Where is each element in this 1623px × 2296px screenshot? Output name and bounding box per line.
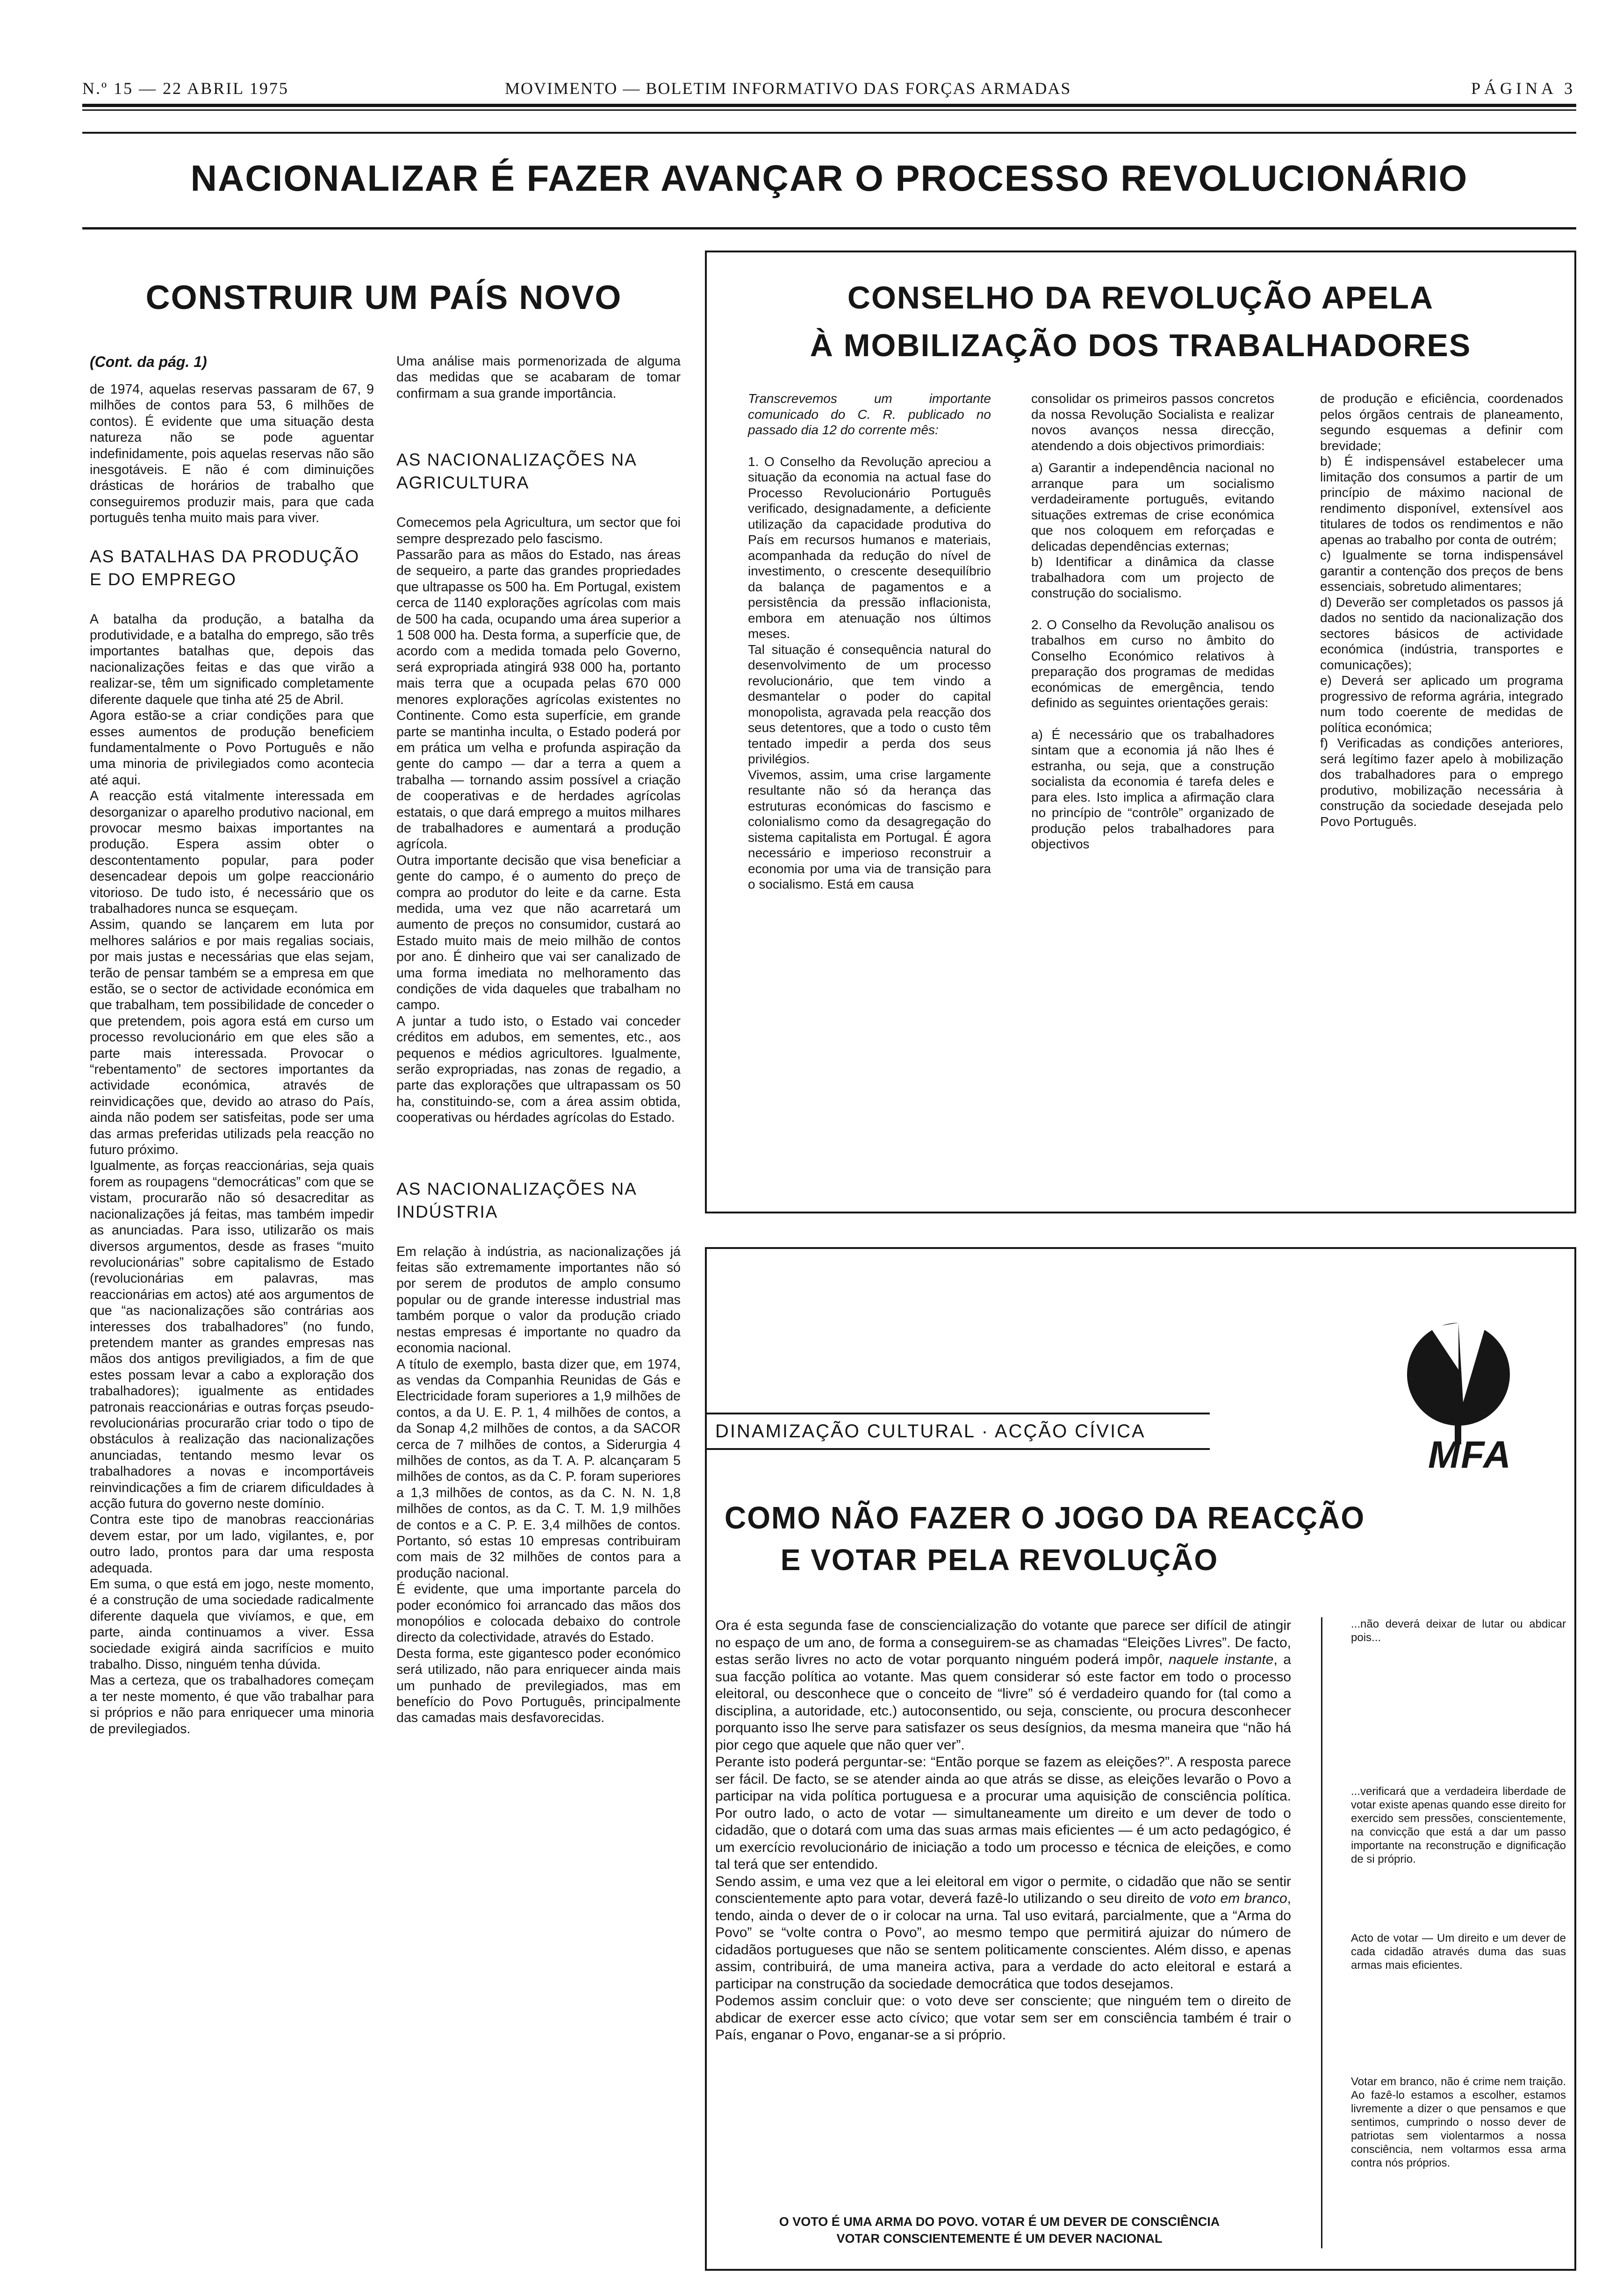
article1-column2 [396, 353, 681, 1726]
paragraph: Comecemos pela Agricultura, um sector que foi sempre desprezado pelo fascismo. [396, 515, 681, 546]
paragraph: Podemos assim concluir que: o voto deve ser consciente; que ninguém tem o direito de abdicar de exercer esse acto cívico; que votar sem ser em consciência também é trair o País, enganar o Povo, enganar-se a si próprio. [715, 1993, 1291, 2043]
paragraph: Em suma, o que está em jogo, neste momento, é a construção de uma sociedade radicalmente diferente daquela que vivíamos, e que, em parte, ainda continuamos a viver. Essa sociedade exigirá ainda sacrifícios e muito trabalho. Disso, ninguém tenha dúvida. [90, 1577, 374, 1672]
subheading: AS NACIONALIZAÇÕES NA INDÚSTRIA [396, 1179, 636, 1221]
paragraph: 1. O Conselho da Revolução apreciou a situação da economia na actual fase do Processo Revolucionário Português verificado, designadamente, a deficiente utilização da capacidade produtiva do País em recursos humanos e materiais, acompanhada da redução do nível de investimento, o crescente desequilíbrio da balança de pagamentos e a persistência da pressão inflacionista, embora em atenuação nos últimos meses. [748, 454, 991, 641]
paragraph: É evidente, que uma importante parcela do poder económico foi arrancado das mãos dos monopólios e colocada debaixo do controle directo da colectividade, através do Estado. [396, 1582, 681, 1645]
paragraph: Mas a certeza, que os trabalhadores começam a ter neste momento, é que vão trabalhar para si próprios e não para enriquecer uma minoria de previlegiados. [90, 1673, 374, 1736]
paragraph: Tal situação é consequência natural do desenvolvimento de um processo revolucionário, que tem vindo a desmantelar o poder do capital monopolista, agravada pela reacção dos seus detentores, que a todo o custo têm tentado impedir a perda dos seus privilégios. [748, 642, 991, 766]
paragraph: Perante isto poderá perguntar-se: “Então porque se fazem as eleições?”. A resposta parece ser fácil. De facto, se se atender ainda ao que atrás se disse, as eleições levarão o Povo a participar na vida política portuguesa e a procurar uma aquisição de consciência política. Por outro lado, o acto de votar — simultaneamente um direito e um dever de todo o cidadão, que o dotará com uma das suas armas mais eficientes — é um acto pedagógico, é um exercício revolucionário de iniciação a todo um processo e técnica de eleições, e como tal terá que ser entendido. [715, 1754, 1291, 1872]
mfa-logo-text: MFA [1428, 1434, 1512, 1476]
paragraph: 2. O Conselho da Revolução analisou os trabalhos em curso no âmbito do Conselho Económico relativos à preparação dos programas de medidas económicas de emergência, tendo definido as seguintes orientações gerais: [1031, 617, 1274, 710]
paragraph: Agora estão-se a criar condições para que esses aumentos de produção beneficiem fundamentalmente o Povo Português e não uma minoria de privilegiados como acontecia até aqui. [90, 708, 374, 788]
article3-main-column [715, 1617, 1291, 2044]
paragraph: de produção e eficiência, coordenados pelos órgãos centrais de planeamento, segundo esquemas a definir com brevidade; [1320, 391, 1563, 453]
paragraph: Igualmente, as forças reaccionárias, seja quais forem as roupagens “democráticas” com que se vistam, procurarão não só desacreditar as nacionalizações já feitas, mas também impedir as anunciadas. Para isso, utilizarão os mais diversos argumentos, desde as frases “muito revolucionárias” sobre capitalismo de Estado (revolucionárias em palavras, mas reaccionárias em actos) até aos argumentos de que “as nacionalizações são contrárias aos interesses dos trabalhadores” (no fundo, pretendem manter as grandes empresas nas mãos dos antigos previligiados, a fim de que estes possam levar a cabo a exploração dos trabalhadores); igualmente as entidades patronais reaccionárias e outras forças pseudo-revolucionárias procurarão criar todo o tipo de obstáculos à realização das nacionalizações anunciadas, tentando mesmo levar os trabalhadores a novas e incomportáveis reinvindicações a fim de criarem dificuldades à acção futura do governo neste domínio. [90, 1158, 374, 1511]
sidebar-note: ...verificará que a verdadeira liberdade de votar existe apenas quando esse direito for exercido sem pressões, conscientemente, na convicção que está a dar um passo importante na reconstrução e dignificação de si próprio. [1351, 1785, 1566, 1866]
list-item: a) Garantir a independência nacional no arranque para um socialismo verdadeiramente português, evitando situações extremas de crise económica que nos coloquem em reforçadas e delicadas dependências externas; [1031, 460, 1274, 553]
emphasis: voto em branco [1189, 1891, 1287, 1906]
paragraph: Passarão para as mãos do Estado, nas áreas de sequeiro, a parte das grandes propriedades que ultrapasse os 500 ha. Em Portugal, existem cerca de 1140 explorações agrícolas com mais de 500 ha cada, ocupando uma área superior a 1 508 000 ha. Desta forma, a superfície que, de acordo com a medida tomada pelo Governo, será expropriada atingirá 938 000 ha, portanto mais terra que a ocupada pelas 670 000 menores explorações agrícolas existentes no Continente. Como esta superfície, em grande parte se mantinha inculta, o Estado poderá por em prática um velha e profunda aspiração da gente do campo — dar a terra a quem a trabalha — tornando assim possível a criação de cooperativas e de herdades agrícolas estatais, o que dará emprego a muitos milhares de trabalhadores e aumentará a produção agrícola. [396, 547, 681, 852]
sidebar-divider [1321, 1617, 1322, 2248]
banner-rule-top [82, 132, 1576, 134]
subheading: AS BATALHAS DA PRODUÇÃO E DO EMPREGO [90, 546, 360, 589]
article1-continuation: (Cont. da pág. 1) [90, 353, 207, 370]
sidebar-note: Acto de votar — Um direito e um dever de cada cidadão através duma das suas armas mais eficientes. [1351, 1932, 1566, 1972]
emphasis: naquele instante [1169, 1652, 1274, 1667]
section-rule-bottom [705, 1448, 1210, 1450]
paragraph: consolidar os primeiros passos concretos da nossa Revolução Socialista e realizar novos avanços nessa direcção, atendendo a dois objectivos primordiais: [1031, 391, 1274, 453]
list-item: b) Identificar a dinâmica da classe trabalhadora com um projecto de construção do socialismo. [1031, 554, 1274, 600]
sidebar-note: Votar em branco, não é crime nem traição. Ao fazê-lo estamos a escolher, estamos livremente a dizer o que pensamos e que sentimos, cumprindo o nosso dever de patriotas sem violentarmos a nossa consciência, nem voltarmos essa arma contra nós próprios. [1351, 2075, 1566, 2169]
article1-title: CONSTRUIR UM PAÍS NOVO [145, 279, 622, 316]
text-run: Ora é esta segunda fase de consciencialização do votante que parece ser difícil de atingir no espaço de um ano, de forma a conseguirem-se as chamadas “Eleições Livres”. De facto, estas serão livres no acto de votar porquanto ninguém poderá impôr, [715, 1618, 1291, 1667]
text-run: , a sua facção política ao votante. Mas quem considerar só este factor em todo o processo eleitoral, ou desconhece que o conceito de “livre” só é verdadeiro quando for (tal como a disciplina, a autoridade, etc.) autoconsentido, ou seja, consciente, ou procura desconhecer porquanto isso lhe serve para satisfazer os seus desígnios, da mesma maneira que “não há pior cego que aquele que não quer ver”. [715, 1652, 1291, 1753]
section-rule-top [705, 1413, 1210, 1414]
list-item: e) Deverá ser aplicado um programa progressivo de reforma agrária, integrado num todo coerente de medidas de política económica; [1320, 673, 1563, 735]
header-rule-thin [82, 109, 1576, 111]
paragraph [715, 1873, 1291, 1993]
article2-column2 [1031, 391, 1274, 852]
sidebar-note: ...não deverá deixar de lutar ou abdicar pois... [1351, 1618, 1566, 1644]
paragraph: Contra este tipo de manobras reaccionárias devem estar, por um lado, vigilantes, e, por outro lado, prontos para dar uma resposta adequada. [90, 1512, 374, 1576]
article2-title-line1: CONSELHO DA REVOLUÇÃO APELA [847, 280, 1434, 316]
article2-column3 [1320, 391, 1563, 829]
paragraph: A reacção está vitalmente interessada em desorganizar o aparelho produtivo nacional, em provocar mesmo baixas importantes na produção. Espera assim obter o descontentamento popular, para poder desencadear depois um golpe reaccionário vitorioso. De tudo isto, é necessário que os trabalhadores nunca se esqueçam. [90, 789, 374, 916]
issue-date: N.º 15 — 22 ABRIL 1975 [82, 79, 289, 98]
paragraph: A título de exemplo, basta dizer que, em 1974, as vendas da Companhia Reunidas de Gás e Electricidade foram superiores a 1,9 milhões de contos, a da U. E. P. 1, 4 milhões de contos, a da Sonap 4,2 milhões de contos, a da SACOR cerca de 7 milhões de contos, a Siderurgia 4 milhões de contos, as da T. A. P. alcançaram 5 milhões de contos, as da C. P. foram superiores a 1,3 milhões de contos, as da C. N. N. 1,8 milhões de contos, as da C. T. M. 1,9 milhões de contos e a C. P. E. 3,4 milhões de contos. Portanto, só estas 10 empresas contribuiram com mais de 32 milhões de contos para a produção nacional. [396, 1356, 681, 1581]
banner-rule-bottom [82, 227, 1576, 230]
article2-title-line2: À MOBILIZAÇÃO DOS TRABALHADORES [810, 328, 1472, 363]
paragraph [715, 1617, 1291, 1754]
section-label: DINAMIZAÇÃO CULTURAL · ACÇÃO CÍVICA [715, 1421, 1146, 1442]
intro: Transcrevemos um importante comunicado do C. R. publicado no passado dia 12 do corrente mês: [748, 391, 991, 437]
paragraph: Vivemos, assim, uma crise largamente resultante não só da herança das estruturas económicas do fascismo e colonialismo como da desagregação do sistema capitalista em Portugal. É agora necessário e imperioso reconstruir a economia por uma via de transição para o socialismo. Está em causa [748, 767, 991, 891]
paragraph: Uma análise mais pormenorizada de alguma das medidas que se acabaram de tomar confirmam a sua grande importância. [396, 354, 681, 401]
article1-column1 [90, 381, 374, 1737]
slogan-line1: O VOTO É UMA ARMA DO POVO. VOTAR É UM DEVER DE CONSCIÊNCIA [779, 2215, 1220, 2229]
paragraph: Assim, quando se lançarem em luta por melhores salários e por mais regalias sociais, por mais justas e necessárias que elas sejam, terão de pensar também se a empresa em que estão, se o sector de actividade económica em que trabalham, tem possibilidade de conceder o que pretendem, pois agora está em curso um processo revolucionário em que eles são a parte mais interessada. Provocar o “rebentamento” de sectores importantes da actividade económica, através de reinvidicações que, devido ao atraso do País, ainda não podem ser satisfeitas, pode ser uma das armas preferidas utilizads pela reacção no futuro próximo. [90, 917, 374, 1158]
page-number: PÁGINA 3 [1471, 79, 1576, 98]
paragraph: de 1974, aquelas reservas passaram de 67, 9 milhões de contos para 53, 6 milhões de contos). É evidente que uma situação desta natureza não se pode aguentar indefinidamente, pois aquelas reservas não são inesgotáveis. E não é com diminuições drásticas de horários de trabalho que conseguiremos produzir mais, para que cada português tenha muito mais para viver. [90, 382, 374, 526]
article2-column1 [748, 391, 991, 892]
slogan-line2: VOTAR CONSCIENTEMENTE É UM DEVER NACIONAL [836, 2231, 1163, 2246]
header-rule [82, 104, 1576, 107]
main-banner: NACIONALIZAR É FAZER AVANÇAR O PROCESSO REVOLUCIONÁRIO [190, 158, 1468, 199]
paragraph: A batalha da produção, a batalha da produtividade, e a batalha do emprego, são três importantes batalhas que, depois das nacionalizações feitas e das que virão a realizar-se, têm um significado completamente diferente daquele que tinha até 25 de Abril. [90, 611, 374, 707]
paragraph: A juntar a tudo isto, o Estado vai conceder créditos em adubos, em sementes, etc., aos pequenos e médios agricultores. Igualmente, serão expropriadas, nas zonas de regadio, a parte das explorações que ultrapassam os 50 ha, constituindo-se, com a área assim obtida, cooperativas ou hérdades agrícolas do Estado. [396, 1013, 681, 1126]
list-item: d) Deverão ser completados os passos já dados no sentido da nacionalização dos sectores básicos de actividade económica (indústria, transportes e comunicações); [1320, 595, 1563, 672]
article3-title-line2: E VOTAR PELA REVOLUÇÃO [780, 1543, 1219, 1577]
paragraph: Desta forma, este gigantesco poder económico será utilizado, não para enriquecer ainda mais um punhado de previlegiados, mas em benefício do Povo Português, principalmente das camadas mais desfavorecidas. [396, 1646, 681, 1726]
article3-title-line1: COMO NÃO FAZER O JOGO DA REACÇÃO [725, 1500, 1365, 1535]
text-run: , tendo, ainda o dever de o ir colocar na urna. Tal uso evitará, parcialmente, que a “Arma do Povo” se “volte contra o Povo”, ao mesmo tempo que permitirá ajuizar do número de cidadãos portugueses que não se sentem politicamente conscientes. Além disso, e apenas assim, contribuirá, de uma maneira activa, para a verdade do acto eleitoral e estará a participar na construção da sociedade democrática que todos desejamos. [715, 1891, 1292, 1992]
paragraph: Em relação à indústria, as nacionalizações já feitas são extremamente importantes não só por serem de produtos de amplo consumo popular ou de grande interesse industrial mas também porque o valor da produção criado nestas empresas é importante no quadro da economia nacional. [396, 1244, 681, 1356]
paragraph: Outra importante decisão que visa beneficiar a gente do campo, é o aumento do preço de compra ao produtor do leite e da carne. Esta medida, uma vez que não acarretará um aumento de preços no consumidor, custará ao Estado muito mais de meio milhão de contos por ano. É dinheiro que vai ser canalizado de uma forma imediata no melhoramento das condições de vida daqueles que trabalham no campo. [396, 853, 681, 1013]
publication-name: MOVIMENTO — BOLETIM INFORMATIVO DAS FORÇAS ARMADAS [505, 79, 1071, 98]
list-item: a) É necessário que os trabalhadores sintam que a economia já não lhes é estranha, ou seja, que a construção socialista da economia é tarefa deles e para eles. Isto implica a afirmação clara no princípio de “contrôle” organizado de produção pelos trabalhadores para objectivos [1031, 727, 1274, 851]
article3-sidebar [1351, 1617, 1566, 2198]
text-run: Sendo assim, e uma vez que a lei eleitoral em vigor o permite, o cidadão que não se sentir conscientemente apto para votar, deverá fazê-lo utilizando o seu direito de [715, 1873, 1291, 1906]
mfa-logo [1402, 1295, 1538, 1476]
list-item: b) É indispensável estabelecer uma limitação dos consumos a partir de um princípio de máximo nacional de rendimento disponível, extensível aos titulares de todos os rendimentos e não apenas ao trabalho por conta de outrém; [1320, 454, 1563, 547]
list-item: f) Verificadas as condições anteriores, será legítimo fazer apelo à mobilização dos trabalhadores para o emprego produtivo, mobilização necessária à construção da sociedade desejada pelo Povo Português. [1320, 736, 1563, 829]
subheading: AS NACIONALIZAÇÕES NA AGRICULTURA [396, 450, 636, 493]
list-item: c) Igualmente se torna indispensável garantir a contenção dos preços de bens essenciais, sobretudo alimentares; [1320, 548, 1563, 594]
